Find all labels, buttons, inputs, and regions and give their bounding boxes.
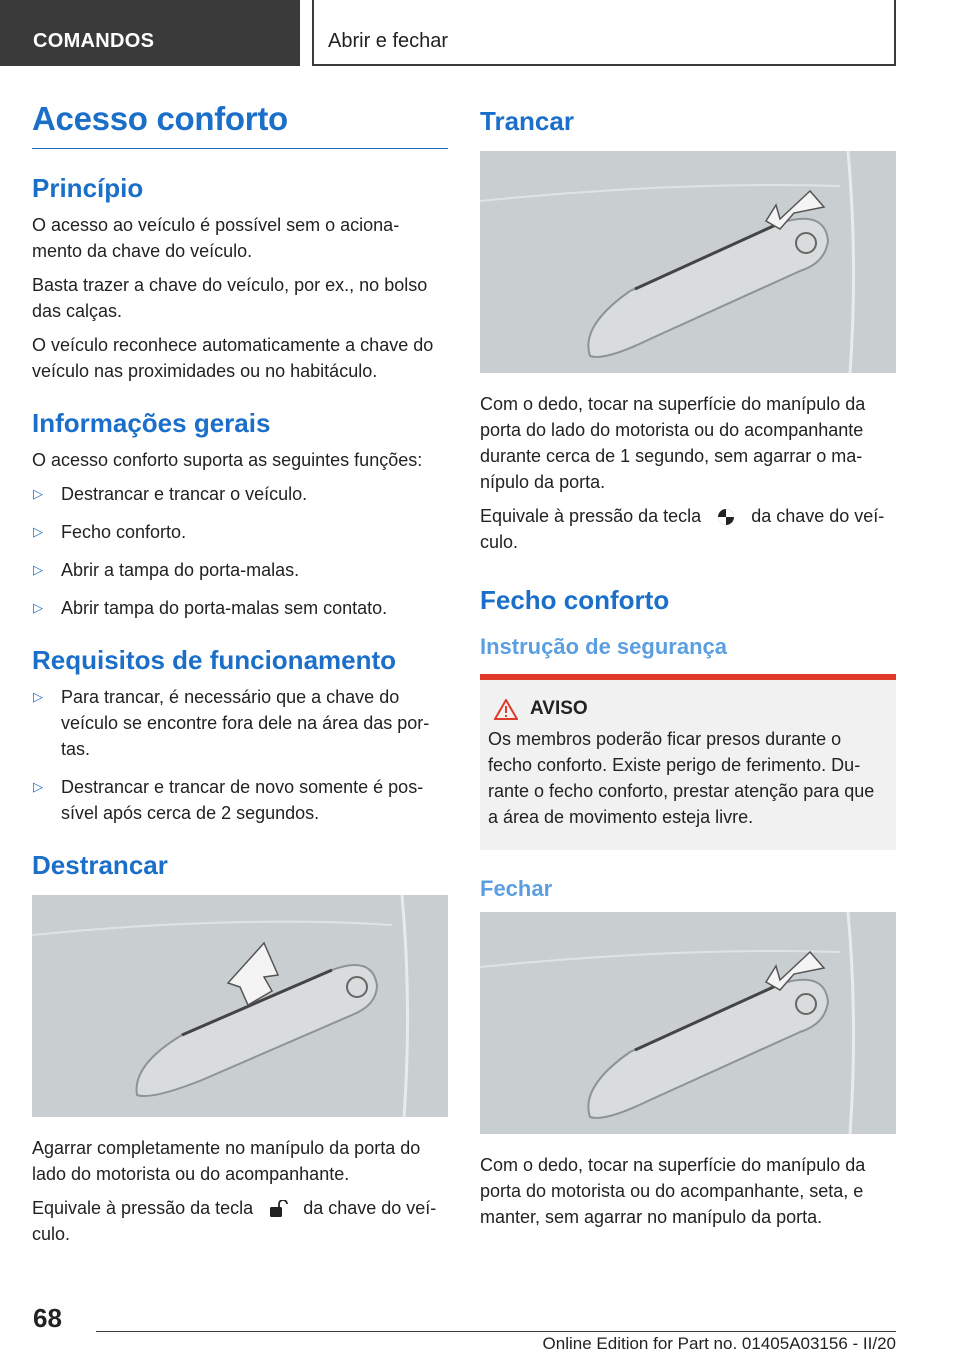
door-handle-lock-image: [480, 151, 896, 373]
principle-p3: O veículo reconhece automaticamente a chave do veículo nas proximidades ou no habitáculo.: [32, 335, 434, 381]
left-column: [32, 100, 448, 1255]
triangle-bullet-icon: ▷: [33, 600, 43, 615]
list-item: ▷ Abrir a tampa do porta-malas.: [32, 557, 448, 583]
unlock-heading: Destrancar: [32, 850, 168, 880]
lock-key-icon: [716, 507, 736, 527]
close-text: Com o dedo, tocar na superfície do manípulo da porta do motorista ou do acompanhante, seta, e manter, sem agarrar no manípulo da porta.: [480, 1155, 866, 1227]
lock-heading: Trancar: [480, 106, 574, 136]
requirements-heading: Requisitos de funcionamento: [32, 645, 397, 675]
triangle-bullet-icon: ▷: [33, 486, 43, 501]
page-title: Acesso conforto: [32, 100, 448, 149]
triangle-bullet-icon: ▷: [33, 689, 43, 704]
door-handle-unlock-image: [32, 895, 448, 1117]
general-heading: Informações gerais: [32, 408, 271, 438]
list-item: ▷ Abrir tampa do porta-malas sem contato.: [32, 595, 448, 621]
list-item: ▷ Para trancar, é necessário que a chave do veículo se encontre fora dele na área das por‐ tas.: [32, 684, 448, 762]
lock-p1: Com o dedo, tocar na superfície do manípulo da porta do lado do motorista ou do acompanhante durante cerca de 1 segundo, sem agarrar o ma‐ nípulo da porta.: [480, 394, 866, 492]
principle-p1: O acesso ao veículo é possível sem o aciona‐ mento da chave do veículo.: [32, 215, 400, 261]
list-item: ▷ Fecho conforto.: [32, 519, 448, 545]
requirements-list: [32, 684, 448, 826]
triangle-bullet-icon: ▷: [33, 779, 43, 794]
safety-heading: Instrução de segurança: [480, 634, 727, 659]
unlock-p1: Agarrar completamente no manípulo da porta do lado do motorista ou do acompanhante.: [32, 1138, 421, 1184]
warning-triangle-icon: [494, 699, 518, 720]
unlock-key-icon: [268, 1200, 288, 1218]
general-intro: O acesso conforto suporta as seguintes funções:: [32, 450, 423, 470]
section-tab: COMANDOS: [0, 0, 300, 66]
comfort-close-heading: Fecho conforto: [480, 585, 670, 615]
right-column: [480, 100, 896, 1238]
unlock-p2: Equivale à pressão da tecla da chave do veí‐ culo.: [32, 1198, 437, 1244]
door-handle-close-image: [480, 912, 896, 1134]
functions-list: [32, 481, 448, 621]
lock-p2: Equivale à pressão da tecla da chave do veí‐ culo.: [480, 506, 885, 552]
warning-box: [480, 674, 896, 850]
list-item: ▷ Destrancar e trancar o veículo.: [32, 481, 448, 507]
triangle-bullet-icon: ▷: [33, 524, 43, 539]
chapter-tab: Abrir e fechar: [312, 0, 896, 66]
triangle-bullet-icon: ▷: [33, 562, 43, 577]
warning-title: AVISO: [530, 698, 588, 719]
edition-footer: Online Edition for Part no. 01405A03156 - II/20: [542, 1334, 896, 1353]
close-heading: Fechar: [480, 876, 553, 901]
page-number: 68: [33, 1303, 62, 1333]
principle-heading: Princípio: [32, 173, 144, 203]
principle-p2: Basta trazer a chave do veículo, por ex., no bolso das calças.: [32, 275, 428, 321]
warning-text: Os membros poderão ficar presos durante o fecho conforto. Existe perigo de ferimento. Du‐ rante o fecho conforto, prestar atenção para que a área de movimento esteja livre.: [488, 729, 875, 827]
footer-divider: [96, 1331, 896, 1332]
list-item: ▷ Destrancar e trancar de novo somente é pos‐ sível após cerca de 2 segundos.: [32, 774, 448, 826]
